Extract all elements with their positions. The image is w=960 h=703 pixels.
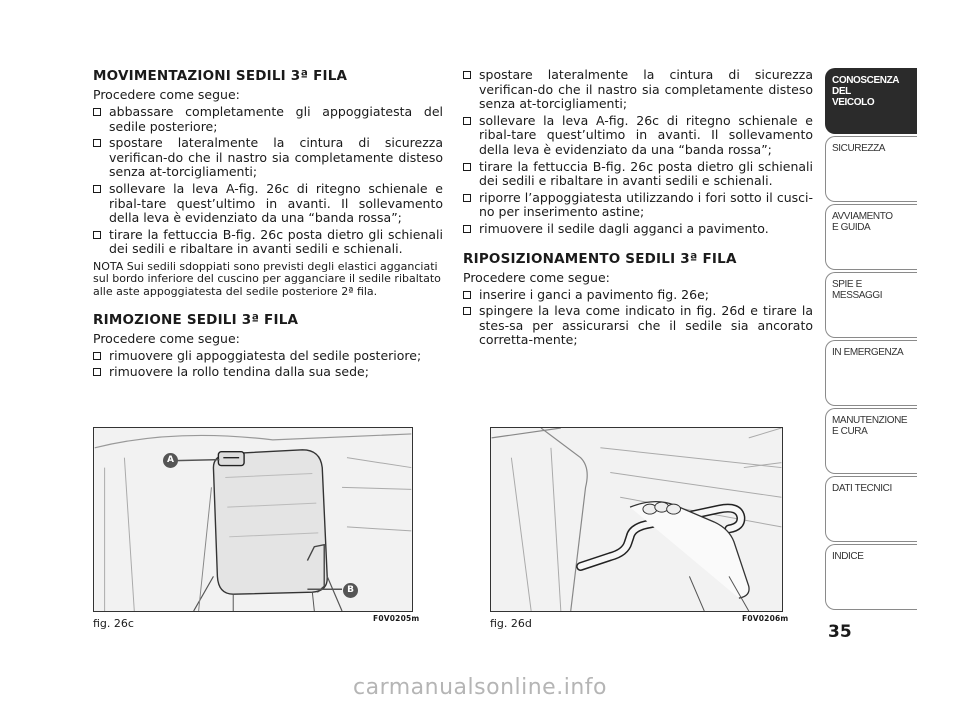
list-item: sollevare la leva A-fig. 26c di ritegno schienale e ribal-tare quest’ultimo in avanti. Il sollevamento della leva è evidenziato da una “banda rossa”; [463,114,813,158]
figure-caption: fig. 26c [93,617,134,630]
list-item: rimuovere il sedile dagli agganci a pavimento. [463,222,813,237]
list-item: rimuovere la rollo tendina dalla sua sede; [93,365,443,380]
list-item: inserire i ganci a pavimento fig. 26e; [463,288,813,303]
tab-in-emergenza[interactable]: IN EMERGENZA [825,340,917,406]
tab-indice[interactable]: INDICE [825,544,917,610]
checkbox-bullet-icon [93,368,101,376]
list-item: sollevare la leva A-fig. 26c di ritegno schienale e ribal-tare quest’ultimo in avanti. Il sollevamento della leva è evidenziato da una “banda rossa”; [93,182,443,226]
list-item: abbassare completamente gli appoggiatesta del sedile posteriore; [93,105,443,134]
tab-dati-tecnici[interactable]: DATI TECNICI [825,476,917,542]
steps-list [93,349,443,380]
list-item: tirare la fettuccia B-fig. 26c posta dietro gli schienali dei sedili e ribaltare in avanti sedili e schienali. [463,160,813,189]
list-item: spostare lateralmente la cintura di sicurezza verifican-do che il nastro sia completamente disteso senza at-torcigliamenti; [463,68,813,112]
checkbox-bullet-icon [463,225,471,233]
checkbox-bullet-icon [463,117,471,125]
checkbox-bullet-icon [93,139,101,147]
checkbox-bullet-icon [93,352,101,360]
list-item: riporre l’appoggiatesta utilizzando i fori sotto il cusci-no per inserimento astine; [463,191,813,220]
section-lead: Procedere come segue: [93,330,240,346]
tab-spie-e-messaggi[interactable]: SPIE E MESSAGGI [825,272,917,338]
figure-26c-illustration [93,427,413,612]
seat-lever-illustration [94,428,412,611]
tab-manutenzione-e-cura[interactable]: MANUTENZIONE E CURA [825,408,917,474]
right-column [463,68,813,350]
figure-code: F0V0205m [373,614,420,623]
steps-list [93,105,443,257]
tab-sicurezza[interactable]: SICUREZZA [825,136,917,202]
tab-conoscenza-del-veicolo[interactable]: CONOSCENZA DEL VEICOLO [825,68,917,134]
left-column [93,68,443,382]
checkbox-bullet-icon [93,108,101,116]
note-text: NOTA Sui sedili sdoppiati sono previsti degli elastici agganciati sul bordo inferiore del cuscino per agganciare il sedile ribaltato alle aste appoggiatesta del sedile posteriore 2ª fila. [93,259,441,298]
checkbox-bullet-icon [93,185,101,193]
callout-a-badge: A [163,453,178,468]
figure-caption: fig. 26d [490,617,532,630]
checkbox-bullet-icon [463,71,471,79]
steps-list [463,288,813,348]
watermark: carmanualsonline.info [353,675,607,700]
checkbox-bullet-icon [93,231,101,239]
chapter-tabs [825,68,917,612]
section-title-rimozione: RIMOZIONE SEDILI 3ª FILA [93,311,299,328]
tab-avviamento-e-guida[interactable]: AVVIAMENTO E GUIDA [825,204,917,270]
section-title-movimentazioni: MOVIMENTAZIONI SEDILI 3ª FILA [93,68,348,84]
checkbox-bullet-icon [463,291,471,299]
figure-code: F0V0206m [742,614,789,623]
checkbox-bullet-icon [463,163,471,171]
list-item: rimuovere gli appoggiatesta del sedile posteriore; [93,349,443,364]
checkbox-bullet-icon [463,307,471,315]
list-item: tirare la fettuccia B-fig. 26c posta dietro gli schienali dei sedili e ribaltare in avanti sedili e schienali. [93,228,443,257]
section-title-riposizionamento: RIPOSIZIONAMENTO SEDILI 3ª FILA [463,250,737,267]
section-lead: Procedere come segue: [463,269,610,285]
figure-26d-illustration [490,427,783,612]
list-item: spostare lateralmente la cintura di sicurezza verifican-do che il nastro sia completamente disteso senza at-torcigliamenti; [93,136,443,180]
floor-anchor-lever-illustration [491,428,782,611]
steps-list [463,68,813,237]
callout-b-badge: B [343,583,358,598]
checkbox-bullet-icon [463,194,471,202]
list-item: spingere la leva come indicato in fig. 26d e tirare la stes-sa per assicurarsi che il sedile sia ancorato corretta-mente; [463,304,813,348]
page-number: 35 [828,622,852,642]
section-lead: Procedere come segue: [93,87,240,102]
